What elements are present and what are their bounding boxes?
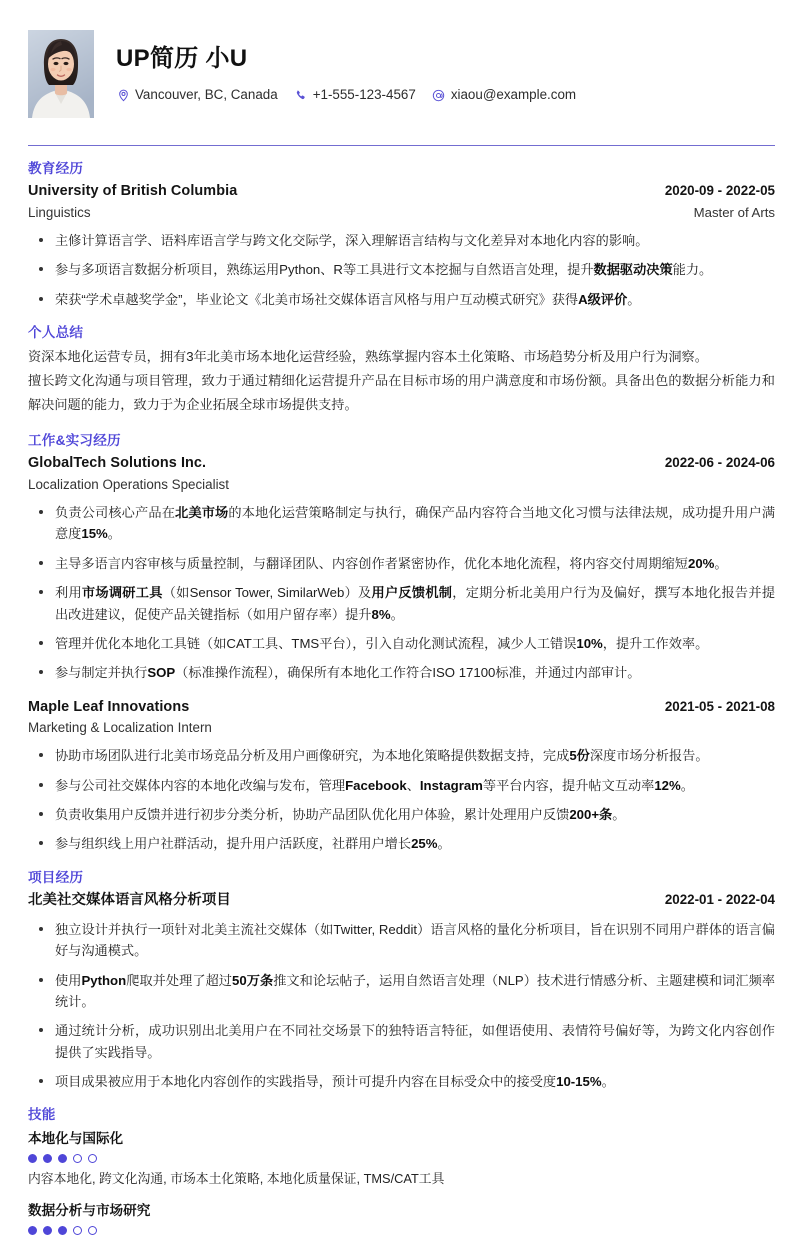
full-name: UP简历 小U [116,45,248,72]
section-projects [28,868,775,1093]
header-text-block [116,30,576,105]
phone-icon [294,88,308,102]
education-degree: Master of Arts [693,205,775,220]
section-summary [28,323,775,418]
job-date: 2022-06 - 2024-06 [664,455,775,471]
bullet-item: 参与多项语言数据分析项目，熟练运用Python、R等工具进行文本挖掘与自然语言处理，提升数据驱动决策能力。 [28,259,775,280]
bullet-item: 协助市场团队进行北美市场竞品分析及用户画像研究，为本地化策略提供数据支持，完成5份深度市场分析报告。 [28,745,775,766]
job-entry-header [28,697,775,719]
project-entries [28,890,775,1092]
section-skills [28,1105,775,1235]
bullet-item: 独立设计并执行一项针对北美主流社交媒体（如Twitter, Reddit）语言风格的量化分析项目，旨在识别不同用户群体的语言偏好与沟通模式。 [28,919,775,962]
rating-dot-filled [43,1154,52,1163]
contact-list [116,85,576,105]
education-school: University of British Columbia [28,183,238,200]
job-entry [28,453,775,683]
section-title-summary: 个人总结 [28,325,84,341]
bullet-item: 负责收集用户反馈并进行初步分类分析，协助产品团队优化用户体验，累计处理用户反馈200+条。 [28,804,775,825]
education-entry-header [28,181,775,203]
rating-dot-filled [28,1154,37,1163]
section-title-skills: 技能 [28,1107,56,1123]
avatar [28,30,94,118]
experience-entries [28,453,775,855]
project-date: 2022-01 - 2022-04 [664,892,775,908]
summary-paragraph: 资深本地化运营专员，拥有3年北美市场本地化运营经验，熟练掌握内容本土化策略、市场趋势分析及用户行为洞察。 [28,348,708,364]
skill-rating [28,1154,775,1163]
project-name: 北美社交媒体语言风格分析项目 [28,892,231,909]
bullet-item: 参与公司社交媒体内容的本地化改编与发布，管理Facebook、Instagram等平台内容，提升帖文互动率12%。 [28,775,775,796]
section-title-projects: 项目经历 [28,869,84,885]
bullet-item: 主导多语言内容审核与质量控制，与翻译团队、内容创作者紧密协作，优化本地化流程，将内容交付周期缩短20%。 [28,553,775,574]
job-role: Marketing & Localization Intern [28,720,212,736]
skill-group [28,1201,775,1235]
contact-location [116,85,278,105]
education-entry-subheader [28,203,775,223]
section-experience [28,431,775,855]
email-at-icon [432,88,446,102]
contact-email [432,85,576,105]
project-entry-header [28,890,775,912]
rating-dot-empty [73,1226,82,1235]
section-title-education: 教育经历 [28,161,84,176]
job-date: 2021-05 - 2021-08 [664,698,775,714]
rating-dot-empty [88,1154,97,1163]
skill-group [28,1129,775,1190]
header-divider [28,145,775,146]
bullet-item: 项目成果被应用于本地化内容创作的实践指导，预计可提升内容在目标受众中的接受度10-15%。 [28,1071,775,1092]
job-role: Localization Operations Specialist [28,476,229,492]
bullet-item: 参与制定并执行SOP（标准操作流程），确保所有本地化工作符合ISO 17100标准，并通过内部审计。 [28,662,775,683]
job-company: Maple Leaf Innovations [28,698,190,715]
job-bullets [28,745,775,855]
bullet-item: 荣获“学术卓越奖学金”，毕业论文《北美市场社交媒体语言风格与用户互动模式研究》获得A级评价。 [28,289,775,310]
section-title-experience: 工作&实习经历 [28,432,121,448]
rating-dot-empty [88,1226,97,1235]
section-education [28,159,775,310]
bullet-item: 使用Python爬取并处理了超过50万条推文和论坛帖子，运用自然语言处理（NLP）技术进行情感分析、主题建模和词汇频率统计。 [28,970,775,1013]
project-entry [28,890,775,1092]
rating-dot-filled [58,1154,67,1163]
rating-dot-filled [43,1226,52,1235]
job-entry-header [28,453,775,475]
skill-name: 本地化与国际化 [28,1130,124,1146]
skill-description: 内容本地化, 跨文化沟通, 市场本土化策略, 本地化质量保证, TMS/CAT工具 [28,1171,445,1187]
location-pin-icon [116,88,130,102]
bullet-item: 负责公司核心产品在北美市场的本地化运营策略制定与执行，确保产品内容符合当地文化习惯与法律法规，成功提升用户满意度15%。 [28,502,775,545]
bullet-item: 通过统计分析，成功识别出北美用户在不同社交场景下的独特语言特征，如俚语使用、表情符号偏好等，为跨文化内容创作提供了实践指导。 [28,1020,775,1063]
project-bullets [28,919,775,1093]
summary-body [28,345,775,418]
skill-rating [28,1226,775,1235]
summary-paragraph: 擅长跨文化沟通与项目管理，致力于通过精细化运营提升产品在目标市场的用户满意度和市场份额。具备出色的数据分析能力和解决问题的能力，致力于为企业拓展全球市场提供支持。 [28,373,775,413]
education-date: 2020-09 - 2022-05 [664,183,775,199]
education-entry [28,181,775,310]
contact-phone [294,85,416,105]
job-bullets [28,502,775,684]
bullet-item: 主修计算语言学、语料库语言学与跨文化交际学，深入理解语言结构与文化差异对本地化内容的影响。 [28,230,775,251]
education-bullets [28,230,775,310]
contact-phone-text: +1-555-123-4567 [312,87,416,102]
skill-groups [28,1129,775,1235]
skill-name: 数据分析与市场研究 [28,1202,151,1218]
rating-dot-filled [58,1226,67,1235]
job-company: GlobalTech Solutions Inc. [28,455,207,472]
resume-header [28,30,775,124]
bullet-item: 参与组织线上用户社群活动，提升用户活跃度，社群用户增长25%。 [28,833,775,854]
contact-location-text: Vancouver, BC, Canada [135,87,278,102]
bullet-item: 利用市场调研工具（如Sensor Tower, SimilarWeb）及用户反馈机制，定期分析北美用户行为及偏好，撰写本地化报告并提出改进建议，促使产品关键指标（如用户留存率）提升8%。 [28,582,775,625]
rating-dot-empty [73,1154,82,1163]
education-major: Linguistics [28,205,91,220]
rating-dot-filled [28,1226,37,1235]
job-entry [28,697,775,855]
contact-email-text: xiaou@example.com [450,87,577,102]
bullet-item: 管理并优化本地化工具链（如CAT工具、TMS平台），引入自动化测试流程，减少人工错误10%，提升工作效率。 [28,633,775,654]
